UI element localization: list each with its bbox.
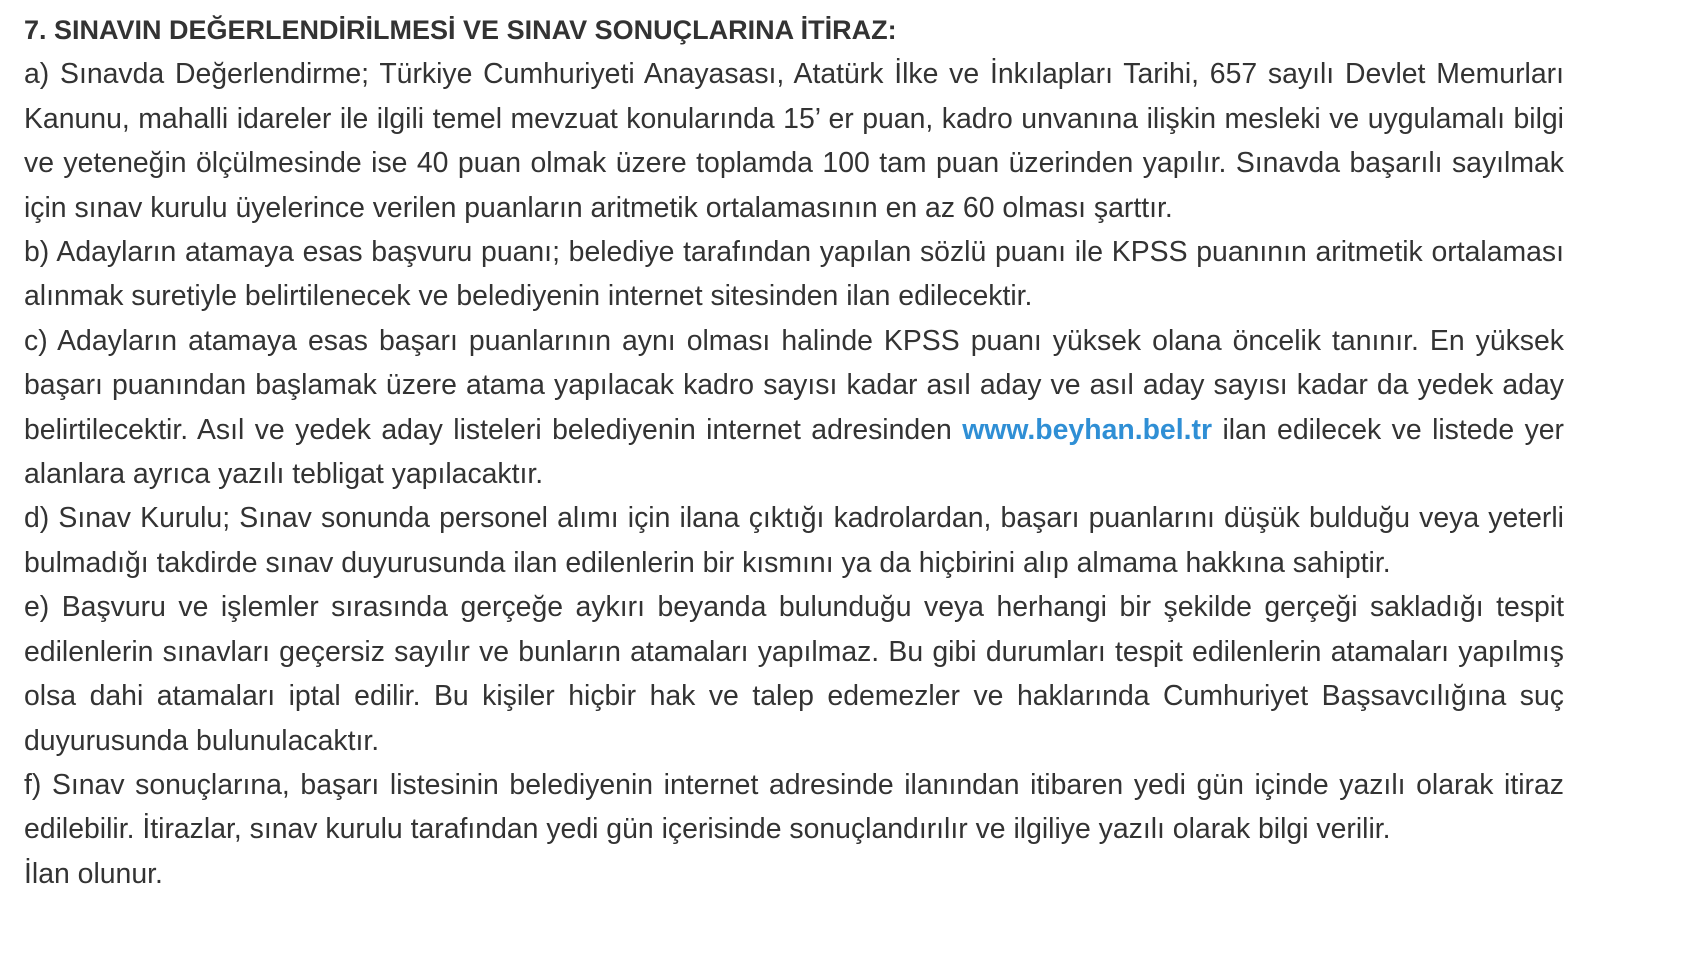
paragraph-c xyxy=(24,319,1564,497)
paragraph-c-text-end: ilan edilecek ve listede yer alanlara ayrıca yazılı tebligat yapılacaktır. xyxy=(24,413,1565,491)
paragraph-a: a) Sınavda Değerlendirme; Türkiye Cumhuriyeti Anayasası, Atatürk İlke ve İnkılapları Tarihi, 657 sayılı Devlet Memurları Kanunu, mahalli idareler ile ilgili temel mevzuat konularında 15’ er puan, kadro unvanına ilişkin mesleki ve uygulamalı bilgi ve yeteneğin ölçülmesinde ise 40 puan olmak üzere toplamda 100 tam puan üzerinden yapılır. Sınavda başarılı sayılmak için sınav kurulu üyelerince verilen puanların aritmetik ortalamasının en az 60 olması şarttır. xyxy=(24,58,1564,224)
paragraph-e: e) Başvuru ve işlemler sırasında gerçeğe aykırı beyanda bulunduğu veya herhangi bir şekilde gerçeği sakladığı tespit edilenlerin sınavları geçersiz sayılır ve bunların atamaları yapılmaz. Bu gibi durumları tespit edilenlerin atamaları yapılmış olsa dahi atamaları iptal edilir. Bu kişiler hiçbir hak ve talep edemezler ve haklarında Cumhuriyet Başsavcılığına suç duyurusunda bulunulacaktır. xyxy=(24,591,1564,757)
paragraph-b: b) Adayların atamaya esas başvuru puanı; belediye tarafından yapılan sözlü puanı ile KPSS puanının aritmetik ortalaması alınmak suretiyle belirtilenecek ve belediyenin internet sitesinden ilan edilecektir. xyxy=(24,236,1564,313)
closing-line: İlan olunur. xyxy=(24,857,163,890)
article-body xyxy=(24,8,1564,896)
municipality-website-link[interactable]: www.beyhan.bel.tr xyxy=(962,413,1212,446)
paragraph-f: f) Sınav sonuçlarına, başarı listesinin belediyenin internet adresinde ilanından itibaren yedi gün içinde yazılı olarak itiraz edilebilir. İtirazlar, sınav kurulu tarafından yedi gün içerisinde sonuçlandırılır ve ilgiliye yazılı olarak bilgi verilir. xyxy=(24,768,1564,846)
section-heading: 7. SINAVIN DEĞERLENDİRİLMESİ VE SINAV SONUÇLARINA İTİRAZ: xyxy=(24,15,897,45)
paragraph-d: d) Sınav Kurulu; Sınav sonunda personel alımı için ilana çıktığı kadrolardan, başarı puanlarını düşük bulduğu veya yeterli bulmadığı takdirde sınav duyurusunda ilan edilenlerin bir kısmını ya da hiçbirini alıp almama hakkına sahiptir. xyxy=(24,502,1564,579)
paragraph-c-text: c) Adayların atamaya esas başarı puanlarının aynı olması halinde KPSS puanı yüksek olana öncelik tanınır. En yüksek başarı puanından başlamak üzere atama yapılacak kadro sayısı kadar asıl aday ve asıl aday sayısı kadar da yedek aday belirtilecektir. Asıl ve yedek aday listeleri belediyenin internet adresinden xyxy=(24,324,1564,446)
